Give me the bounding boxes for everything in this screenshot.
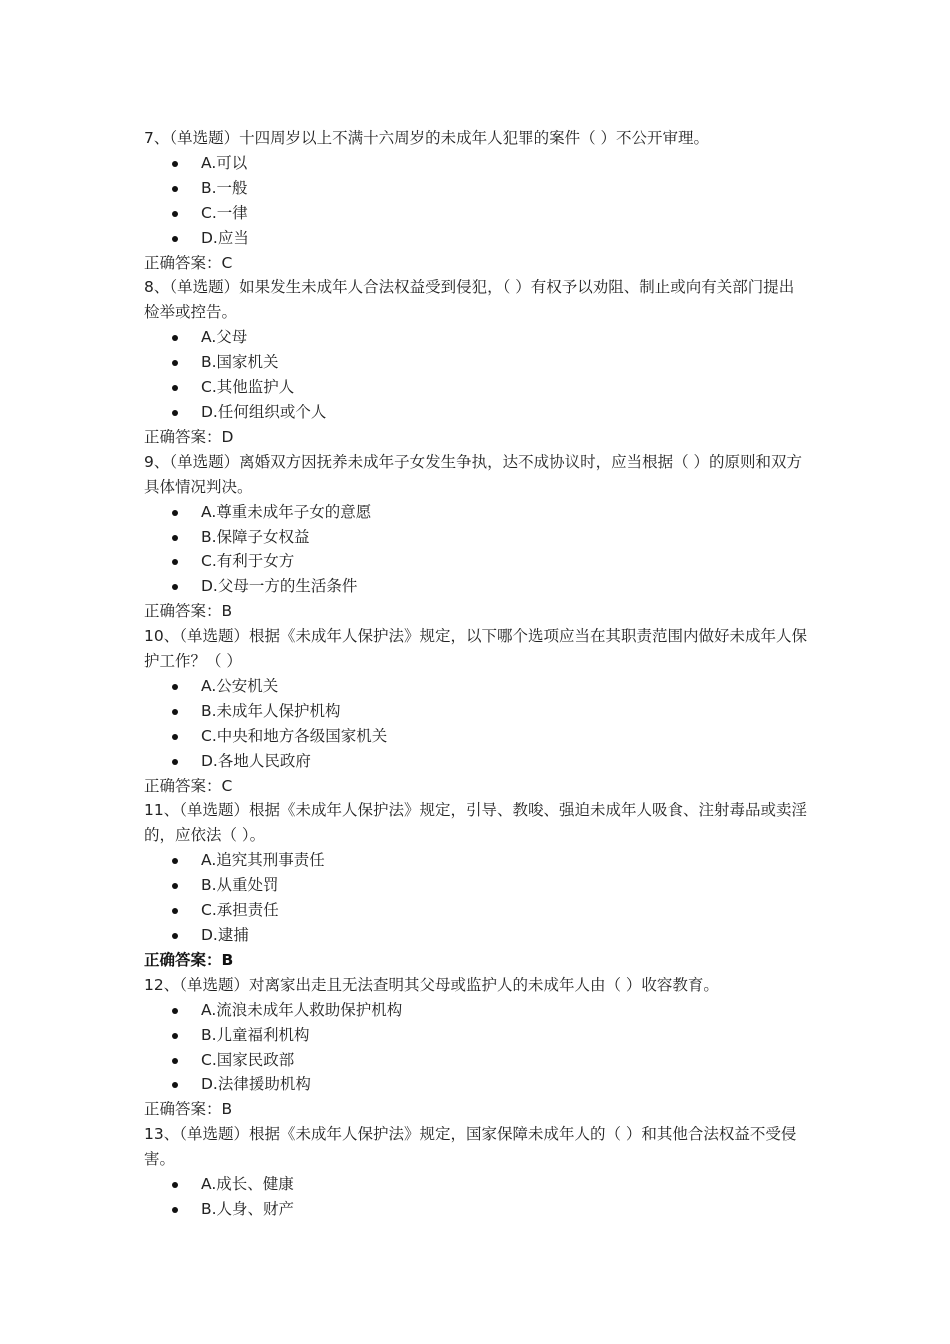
option-label: C.国家民政部 xyxy=(201,1050,295,1069)
question-text: 11、（单选题）根据《未成年人保护法》规定，引导、教唆、强迫未成年人吸食、注射毒品或卖淫的，应依法（ ）。 xyxy=(144,801,807,845)
bullet-icon xyxy=(172,385,178,391)
option-label: C.一律 xyxy=(201,203,248,222)
option-item xyxy=(144,699,809,724)
option-item xyxy=(144,724,809,749)
option-item xyxy=(144,350,809,375)
option-list xyxy=(144,1172,809,1222)
option-list xyxy=(144,674,809,774)
option-label: A.父母 xyxy=(201,328,248,347)
bullet-icon xyxy=(172,684,178,690)
option-list xyxy=(144,500,809,600)
option-label: C.中央和地方各级国家机关 xyxy=(201,726,388,745)
option-label: A.尊重未成年子女的意愿 xyxy=(201,502,372,521)
option-item xyxy=(144,873,809,898)
option-item xyxy=(144,1197,809,1222)
option-item xyxy=(144,1023,809,1048)
option-item xyxy=(144,1072,809,1097)
option-label: A.成长、健康 xyxy=(201,1175,294,1194)
option-item xyxy=(144,201,809,226)
bullet-icon xyxy=(172,709,178,715)
option-label: A.流浪未成年人救助保护机构 xyxy=(201,1000,403,1019)
option-item xyxy=(144,525,809,550)
option-list xyxy=(144,325,809,425)
option-item xyxy=(144,400,809,425)
bullet-icon xyxy=(172,1008,178,1014)
bullet-icon xyxy=(172,211,178,217)
correct-answer: 正确答案：B xyxy=(144,1100,233,1119)
bullet-icon xyxy=(172,1058,178,1064)
correct-answer: 正确答案：B xyxy=(144,602,233,621)
bullet-icon xyxy=(172,933,178,939)
option-list xyxy=(144,998,809,1098)
option-label: B.一般 xyxy=(201,178,248,197)
question-block xyxy=(144,1122,809,1222)
option-list xyxy=(144,848,809,948)
quiz-document xyxy=(144,126,809,1222)
option-list xyxy=(144,151,809,251)
option-item xyxy=(144,1048,809,1073)
question-block xyxy=(144,450,809,624)
correct-answer: 正确答案：C xyxy=(144,253,233,272)
option-item xyxy=(144,749,809,774)
option-label: D.应当 xyxy=(201,228,249,247)
option-item xyxy=(144,500,809,525)
option-label: D.各地人民政府 xyxy=(201,751,311,770)
option-item xyxy=(144,549,809,574)
option-label: D.法律援助机构 xyxy=(201,1075,311,1094)
option-label: D.任何组织或个人 xyxy=(201,402,327,421)
bullet-icon xyxy=(172,759,178,765)
bullet-icon xyxy=(172,410,178,416)
correct-answer: 正确答案：B xyxy=(144,950,234,969)
question-text: 8、（单选题）如果发生未成年人合法权益受到侵犯，（ ）有权予以劝阻、制止或向有关部门提出检举或控告。 xyxy=(144,278,795,322)
bullet-icon xyxy=(172,1033,178,1039)
option-item xyxy=(144,151,809,176)
question-block xyxy=(144,275,809,449)
question-block xyxy=(144,126,809,275)
option-item xyxy=(144,1172,809,1197)
bullet-icon xyxy=(172,360,178,366)
option-label: C.有利于女方 xyxy=(201,552,295,571)
correct-answer: 正确答案：C xyxy=(144,776,233,795)
question-block xyxy=(144,624,809,798)
option-item xyxy=(144,176,809,201)
option-item xyxy=(144,674,809,699)
option-item xyxy=(144,898,809,923)
option-label: A.追究其刑事责任 xyxy=(201,851,325,870)
option-label: C.承担责任 xyxy=(201,901,279,920)
option-item xyxy=(144,574,809,599)
question-block xyxy=(144,973,809,1122)
question-text: 13、（单选题）根据《未成年人保护法》规定，国家保障未成年人的（ ）和其他合法权益不受侵害。 xyxy=(144,1125,797,1169)
bullet-icon xyxy=(172,186,178,192)
bullet-icon xyxy=(172,1082,178,1088)
option-label: B.国家机关 xyxy=(201,353,279,372)
option-label: B.人身、财产 xyxy=(201,1199,295,1218)
question-text: 7、（单选题）十四周岁以上不满十六周岁的未成年人犯罪的案件（ ）不公开审理。 xyxy=(144,129,710,147)
bullet-icon xyxy=(172,335,178,341)
bullet-icon xyxy=(172,236,178,242)
bullet-icon xyxy=(172,1182,178,1188)
option-item xyxy=(144,226,809,251)
question-text: 9、（单选题）离婚双方因抚养未成年子女发生争执，达不成协议时，应当根据（ ）的原则和双方具体情况判决。 xyxy=(144,452,803,496)
question-text: 12、（单选题）对离家出走且无法查明其父母或监护人的未成年人由（ ）收容教育。 xyxy=(144,975,719,994)
option-item xyxy=(144,848,809,873)
bullet-icon xyxy=(172,908,178,914)
option-item xyxy=(144,998,809,1023)
option-label: B.儿童福利机构 xyxy=(201,1025,310,1044)
bullet-icon xyxy=(172,734,178,740)
option-label: B.从重处罚 xyxy=(201,876,279,895)
bullet-icon xyxy=(172,1207,178,1213)
option-label: D.逮捕 xyxy=(201,926,249,944)
correct-answer: 正确答案：D xyxy=(144,427,234,446)
question-text: 10、（单选题）根据《未成年人保护法》规定，以下哪个选项应当在其职责范围内做好未成年人保护工作？（ ） xyxy=(144,627,807,671)
bullet-icon xyxy=(172,510,178,516)
option-label: A.公安机关 xyxy=(201,676,279,695)
option-label: A.可以 xyxy=(201,153,248,172)
question-block xyxy=(144,798,809,972)
bullet-icon xyxy=(172,559,178,565)
bullet-icon xyxy=(172,584,178,590)
option-label: B.未成年人保护机构 xyxy=(201,701,341,720)
option-label: D.父母一方的生活条件 xyxy=(201,577,358,596)
bullet-icon xyxy=(172,883,178,889)
bullet-icon xyxy=(172,858,178,864)
bullet-icon xyxy=(172,161,178,167)
option-label: B.保障子女权益 xyxy=(201,527,310,546)
option-item xyxy=(144,325,809,350)
bullet-icon xyxy=(172,535,178,541)
option-item xyxy=(144,923,809,948)
option-item xyxy=(144,375,809,400)
option-label: C.其他监护人 xyxy=(201,378,295,397)
